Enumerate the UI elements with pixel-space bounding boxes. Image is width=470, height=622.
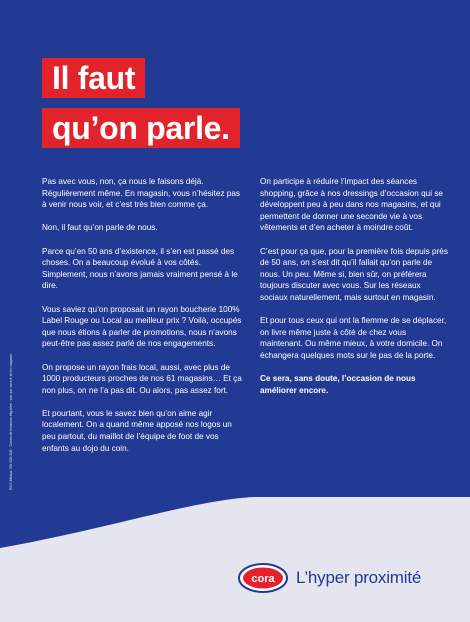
svg-text:cora: cora <box>251 573 275 585</box>
paragraph: Pas avec vous, non, ça nous le faisons déjà. Régulièrement même. En magasin, vous n’hésitez pas à venir nous voir, et c’est très bien comme ça. <box>42 177 240 210</box>
paragraph: Vous saviez qu’on proposait un rayon boucherie 100% Label Rouge ou Local au meilleur prix ? Voilà, occupés que nous étions à parler de promotions, nous n’avons peut-être pas assez parlé de nos engagements. <box>42 304 242 349</box>
paragraph: Et pour tous ceux qui ont la flemme de se déplacer, on livre même juste à côté de chez vous maintenant. Ou même mieux, à votre domicile. On échangera quelques mots sur le pas de la porte. <box>260 316 447 360</box>
paragraph: On propose un rayon frais local, aussi, avec plus de 1000 producteurs proches de nos 61 magasins… Et ça non plus, on ne l’a pas dit. Ou alors, pas assez fort. <box>42 362 242 395</box>
legal-side-text: RCS Meaux 786 920 306 · Zones de livraison éligibles : voir sur cora.fr et en magasin. <box>9 352 13 490</box>
headline-line-2 <box>42 108 240 148</box>
right-column <box>260 176 450 408</box>
closing-statement: Ce sera, sans doute, l’occasion de nous améliorer encore. <box>260 374 416 395</box>
headline-text-1: Il faut <box>42 58 145 98</box>
left-column <box>42 176 244 466</box>
brand-tagline: L’hyper proximité <box>296 568 422 587</box>
paragraph: On participe à réduire l’impact des séances shopping, grâce à nos dressings d’occasion qui se développent peu à peu dans nos magasins, et qui permettent de donner une seconde vie à vos vêtements et d’en acheter à moindre coût. <box>260 177 443 233</box>
paragraph: Parce qu’en 50 ans d’existence, il s’en est passé des choses. On a beaucoup évolué à vos côtés. Simplement, nous n’avons jamais vraiment pensé à le dire. <box>42 246 238 291</box>
headline-line-1 <box>42 58 145 98</box>
headline-text-2: qu’on parle. <box>42 108 240 148</box>
paragraph: Et pourtant, vous le savez bien qu’on aime agir localement. On a quand même apposé nos logos un peu partout, du maillot de l’équipe de foot de vos enfants au dojo du coin. <box>42 408 232 453</box>
brand-block <box>238 563 421 593</box>
paragraph: Non, il faut qu’on parle de nous. <box>42 223 158 233</box>
cora-logo <box>238 563 288 593</box>
paragraph: C’est pour ça que, pour la première fois depuis près de 50 ans, on s’est dit qu’il fallait qu’on parle de nous. Un peu. Même si, bien sûr, on préférera toujours discuter avec vous. Sur les réseaux sociaux naturellement, mais surtout en magasin. <box>260 246 448 302</box>
